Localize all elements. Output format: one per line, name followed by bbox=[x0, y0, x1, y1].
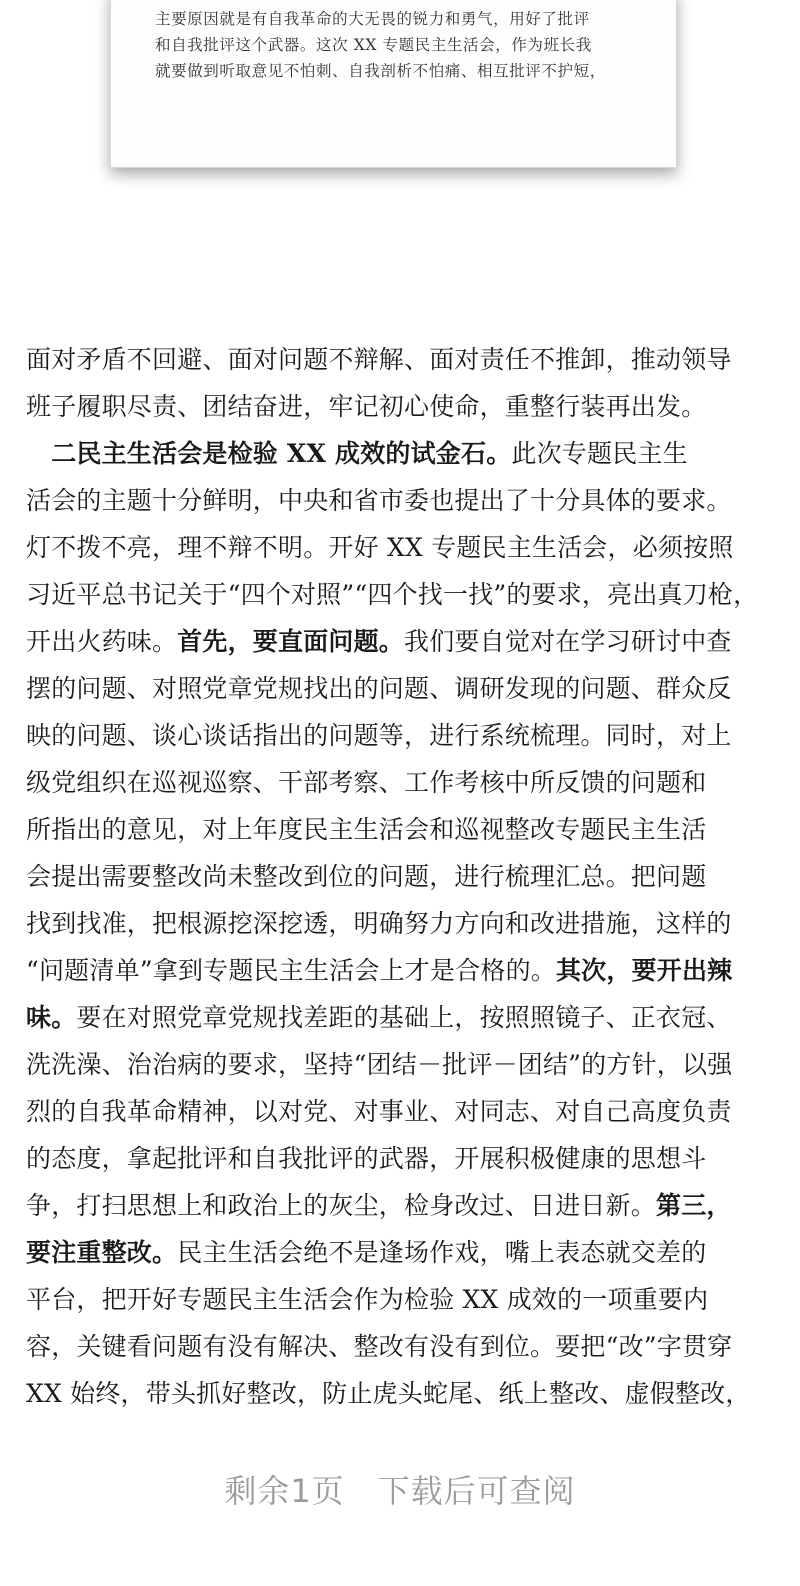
paragraph-line bbox=[26, 806, 778, 853]
paragraph-line bbox=[26, 430, 778, 477]
text-span: 找到找准，把根源挖深挖透，明确努力方向和改进措施，这样的 bbox=[26, 909, 732, 938]
paragraph-line bbox=[26, 477, 778, 524]
paragraph-line bbox=[26, 759, 778, 806]
text-span: XX 始终，带头抓好整改，防止虎头蛇尾、纸上整改、虚假整改， bbox=[26, 1379, 751, 1408]
bold-text: 味。 bbox=[26, 1003, 77, 1032]
text-span: 习近平总书记关于“四个对照”“四个找一找”的要求，亮出真刀枪， bbox=[26, 580, 759, 609]
text-span: 争，打扫思想上和政治上的灰尘，检身改过、日进日新。 bbox=[26, 1191, 657, 1220]
text-span: “问题清单”拿到专题民主生活会上才是合格的。 bbox=[26, 956, 556, 985]
paragraph-line bbox=[26, 1135, 778, 1182]
document-body bbox=[26, 336, 778, 1417]
paragraph-line bbox=[26, 383, 778, 430]
paragraph-line bbox=[26, 1088, 778, 1135]
text-span: 容，关键看问题有没有解决、整改有没有到位。要把“改”字贯穿 bbox=[26, 1332, 733, 1361]
text-span: 的态度，拿起批评和自我批评的武器，开展积极健康的思想斗 bbox=[26, 1144, 707, 1173]
text-span: 此次专题民主生 bbox=[511, 439, 688, 468]
text-span: 映的问题、谈心谈话指出的问题等，进行系统梳理。同时，对上 bbox=[26, 721, 732, 750]
text-span: 摆的问题、对照党章党规找出的问题、调研发现的问题、群众反 bbox=[26, 674, 732, 703]
paragraph-line bbox=[26, 571, 778, 618]
text-span: 班子履职尽责、团结奋进，牢记初心使命，重整行装再出发。 bbox=[26, 392, 707, 421]
text-span: 所指出的意见，对上年度民主生活会和巡视整改专题民主生活 bbox=[26, 815, 707, 844]
text-span: 要在对照党章党规找差距的基础上，按照照镜子、正衣冠、 bbox=[76, 1003, 732, 1032]
preview-line: 和自我批评这个武器。这次 XX 专题民主生活会，作为班长我 bbox=[155, 36, 592, 54]
preview-line: 就要做到听取意见不怕刺、自我剖析不怕痛、相互批评不护短， bbox=[155, 62, 606, 80]
text-span: 我们要自觉对在学习研讨中查 bbox=[404, 627, 732, 656]
paragraph-line bbox=[26, 1041, 778, 1088]
paragraph-line bbox=[26, 1276, 778, 1323]
text-span: 级党组织在巡视巡察、干部考察、工作考核中所反馈的问题和 bbox=[26, 768, 707, 797]
text-span: 灯不拨不亮，理不辩不明。开好 XX 专题民主生活会，必须按照 bbox=[26, 533, 734, 562]
paragraph-line bbox=[26, 712, 778, 759]
paragraph-line bbox=[26, 947, 778, 994]
paragraph-line bbox=[26, 665, 778, 712]
text-span: 面对矛盾不回避、面对问题不辩解、面对责任不推卸，推动领导 bbox=[26, 345, 732, 374]
paragraph-line bbox=[26, 336, 778, 383]
document-preview-card bbox=[110, 0, 677, 168]
bold-text: 二民主生活会是检验 XX 成效的试金石。 bbox=[26, 439, 512, 468]
preview-line: 主要原因就是有自我革命的大无畏的锐力和勇气，用好了批评 bbox=[155, 10, 590, 28]
text-span: 民主生活会绝不是逢场作戏，嘴上表态就交差的 bbox=[177, 1238, 707, 1267]
paragraph-line bbox=[26, 1323, 778, 1370]
text-span: 会提出需要整改尚未整改到位的问题，进行梳理汇总。把问题 bbox=[26, 862, 707, 891]
paragraph-line bbox=[26, 618, 778, 665]
bold-text: 要注重整改。 bbox=[26, 1238, 178, 1267]
paragraph-line bbox=[26, 524, 778, 571]
bold-text: 第三， bbox=[656, 1191, 732, 1220]
paragraph-line bbox=[26, 1229, 778, 1276]
download-prompt[interactable]: 剩余1页 下载后可查阅 bbox=[224, 1472, 576, 1510]
paragraph-line bbox=[26, 900, 778, 947]
bold-text: 其次，要开出辣 bbox=[555, 956, 733, 985]
text-span: 活会的主题十分鲜明，中央和省市委也提出了十分具体的要求。 bbox=[26, 486, 732, 515]
paragraph-line bbox=[26, 853, 778, 900]
text-span: 洗洗澡、治治病的要求，坚持“团结－批评－团结”的方针，以强 bbox=[26, 1050, 733, 1079]
paragraph-line bbox=[26, 1182, 778, 1229]
text-span: 平台，把开好专题民主生活会作为检验 XX 成效的一项重要内 bbox=[26, 1285, 709, 1314]
paragraph-line bbox=[26, 994, 778, 1041]
bold-text: 首先，要直面问题。 bbox=[177, 627, 405, 656]
text-span: 烈的自我革命精神，以对党、对事业、对同志、对自己高度负责 bbox=[26, 1097, 732, 1126]
text-span: 开出火药味。 bbox=[26, 627, 178, 656]
paragraph-line bbox=[26, 1370, 778, 1417]
